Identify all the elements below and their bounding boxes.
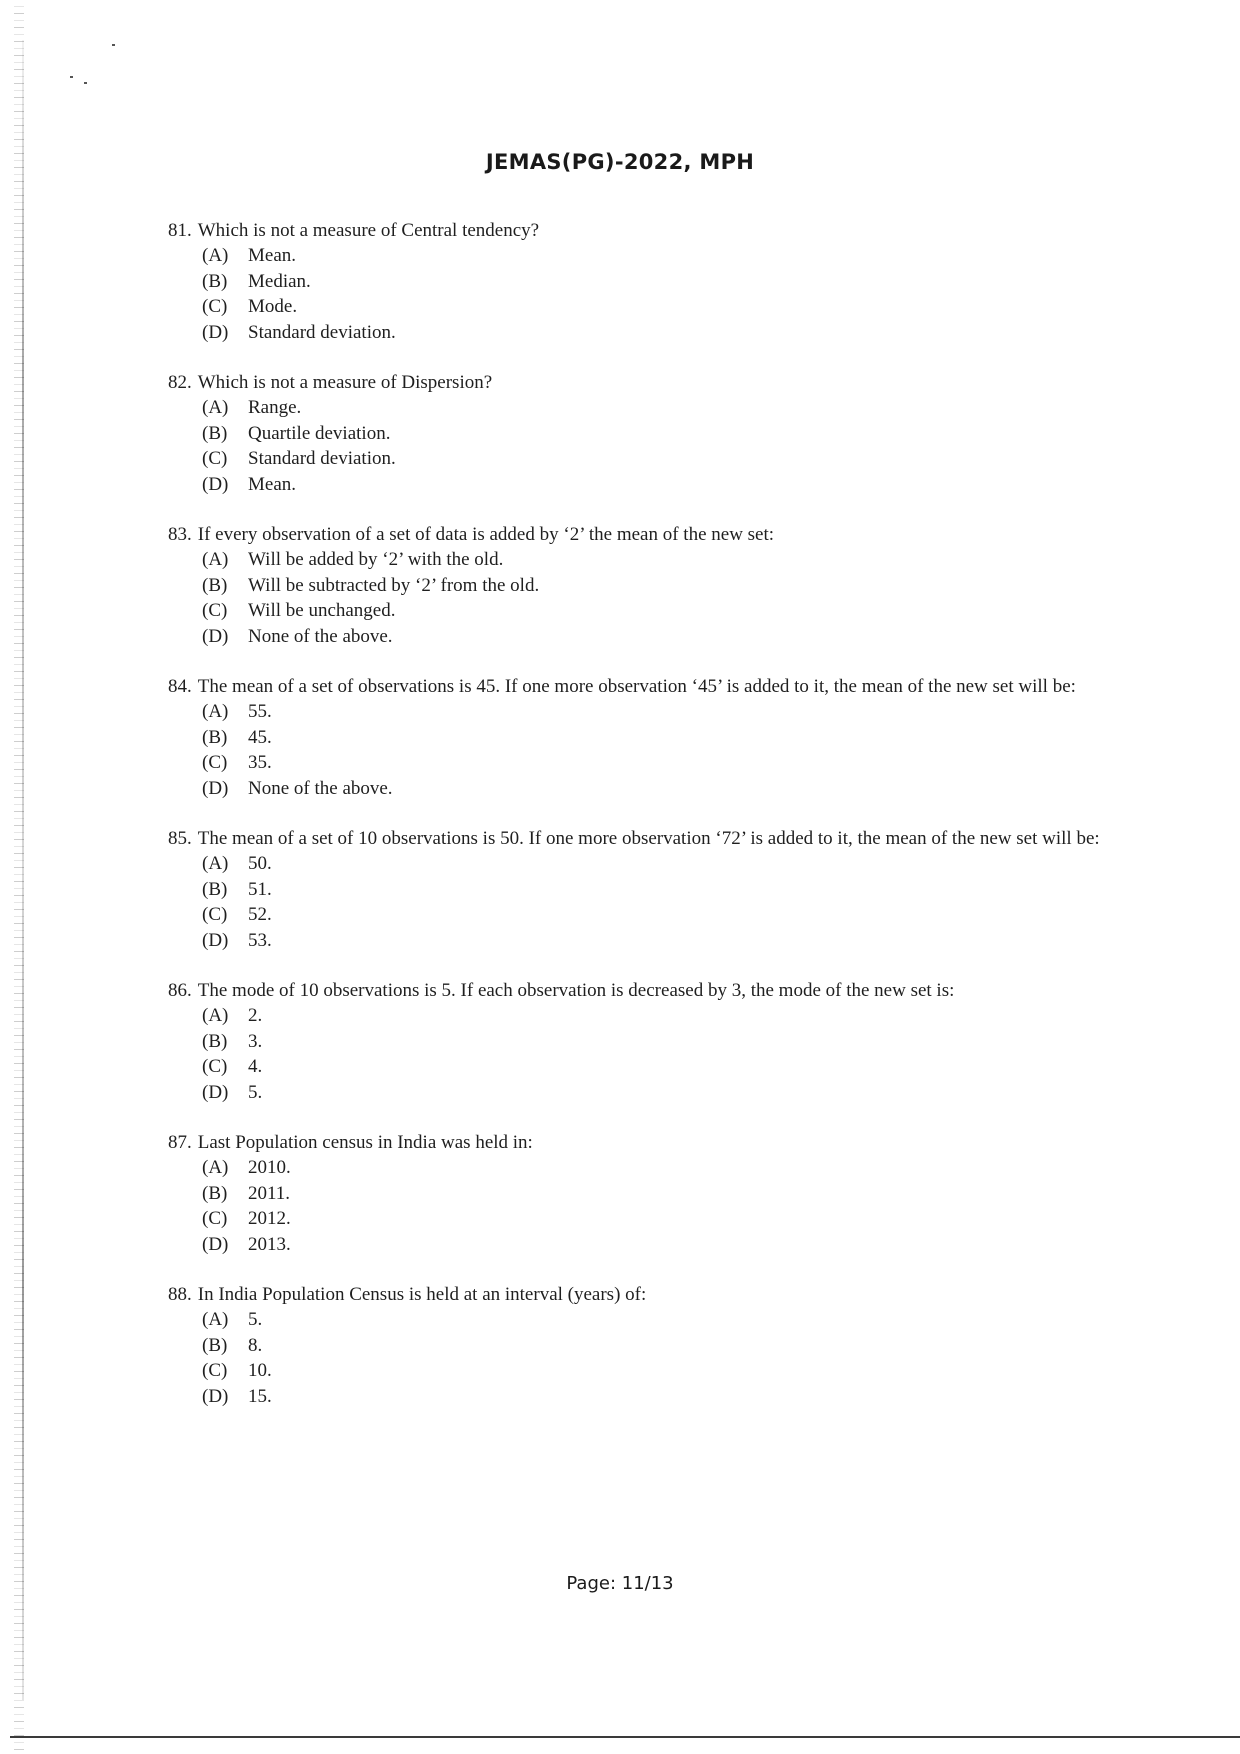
option-label: (A): [202, 701, 229, 722]
option-b: [202, 1181, 1128, 1207]
option-b: [202, 573, 1128, 599]
option-c: [202, 902, 1128, 928]
option-label: (B): [202, 1182, 228, 1204]
option-text: Range.: [248, 397, 302, 418]
option-list: [202, 1155, 1128, 1257]
option-text: None of the above.: [248, 625, 393, 647]
option-label: (C): [202, 1056, 228, 1077]
option-d: [202, 624, 1128, 650]
option-label: (A): [202, 1309, 229, 1330]
option-text: 52.: [248, 904, 272, 925]
option-list: [202, 851, 1128, 953]
option-label: (C): [202, 448, 228, 469]
option-list: [202, 1003, 1128, 1105]
option-label: (A): [202, 397, 229, 418]
option-b: [202, 269, 1128, 295]
option-c: [202, 446, 1128, 472]
option-label: (B): [202, 270, 228, 292]
option-text: 4.: [248, 1056, 263, 1077]
option-d: [202, 1080, 1128, 1106]
option-text: 5.: [248, 1081, 263, 1103]
option-label: (C): [202, 1208, 228, 1229]
option-label: (C): [202, 600, 228, 621]
question-stem: [168, 978, 1128, 1003]
option-a: [202, 1003, 1128, 1029]
option-a: [202, 547, 1128, 573]
option-text: 2.: [248, 1005, 263, 1026]
question-number: 87.: [168, 1132, 192, 1153]
option-d: [202, 928, 1128, 954]
option-text: Mode.: [248, 296, 298, 317]
option-label: (D): [202, 625, 229, 647]
option-a: [202, 243, 1128, 269]
option-d: [202, 1384, 1128, 1410]
option-a: [202, 699, 1128, 725]
option-text: 10.: [248, 1360, 272, 1381]
question-number: 88.: [168, 1284, 192, 1305]
option-text: Quartile deviation.: [248, 422, 391, 444]
question-text: Which is not a measure of Central tendency?: [197, 220, 540, 241]
question-number: 83.: [168, 524, 192, 545]
option-c: [202, 294, 1128, 320]
scan-edge-line: [22, 40, 24, 1700]
option-a: [202, 851, 1128, 877]
question-text: The mode of 10 observations is 5. If each observation is decreased by 3, the mode of the new set is:: [197, 980, 955, 1001]
option-label: (B): [202, 726, 228, 748]
option-text: Will be subtracted by ‘2’ from the old.: [248, 574, 540, 596]
option-text: 2012.: [248, 1208, 291, 1229]
question-text: The mean of a set of observations is 45. If one more observation ‘45’ is added to it, the mean of the new set will be:: [197, 676, 1076, 697]
question-82: [168, 370, 1128, 497]
question-stem: [168, 370, 1128, 395]
option-label: (D): [202, 929, 229, 951]
question-stem: [168, 522, 1128, 547]
scan-speck: [70, 76, 73, 78]
option-text: 5.: [248, 1309, 263, 1330]
question-number: 81.: [168, 220, 192, 241]
option-c: [202, 1206, 1128, 1232]
question-86: [168, 978, 1128, 1105]
question-text: Last Population census in India was held in:: [197, 1132, 533, 1153]
question-81: [168, 218, 1128, 345]
option-label: (A): [202, 549, 229, 570]
option-label: (A): [202, 1005, 229, 1026]
option-label: (D): [202, 321, 229, 343]
option-d: [202, 1232, 1128, 1258]
question-stem: [168, 1282, 1128, 1307]
option-d: [202, 472, 1128, 498]
option-label: (A): [202, 853, 229, 874]
option-label: (A): [202, 1157, 229, 1178]
question-83: [168, 522, 1128, 649]
question-number: 86.: [168, 980, 192, 1001]
question-text: If every observation of a set of data is added by ‘2’ the mean of the new set:: [197, 524, 775, 545]
option-label: (C): [202, 904, 228, 925]
option-b: [202, 725, 1128, 751]
scan-speck: [84, 82, 87, 84]
option-c: [202, 1054, 1128, 1080]
question-text: In India Population Census is held at an interval (years) of:: [197, 1284, 647, 1305]
option-text: 50.: [248, 853, 272, 874]
option-text: 15.: [248, 1385, 272, 1407]
question-number: 82.: [168, 372, 192, 393]
option-text: 2011.: [248, 1182, 291, 1204]
question-stem: [168, 218, 1128, 243]
question-text: Which is not a measure of Dispersion?: [197, 372, 493, 393]
option-d: [202, 776, 1128, 802]
option-label: (C): [202, 1360, 228, 1381]
option-text: Will be unchanged.: [248, 600, 396, 621]
question-stem: [168, 674, 1128, 699]
option-list: [202, 395, 1128, 497]
question-88: [168, 1282, 1128, 1409]
option-list: [202, 243, 1128, 345]
option-text: 45.: [248, 726, 272, 748]
option-text: Standard deviation.: [248, 321, 396, 343]
option-text: Standard deviation.: [248, 448, 396, 469]
question-stem: [168, 826, 1128, 851]
option-a: [202, 1307, 1128, 1333]
option-text: 2010.: [248, 1157, 291, 1178]
option-label: (B): [202, 422, 228, 444]
option-b: [202, 1333, 1128, 1359]
question-text: The mean of a set of 10 observations is 50. If one more observation ‘72’ is added to it, the mean of the new set will be:: [197, 828, 1100, 849]
option-c: [202, 1358, 1128, 1384]
page-number: Page: 11/13: [566, 1573, 674, 1594]
scan-bottom-edge: [10, 1736, 1240, 1738]
option-a: [202, 1155, 1128, 1181]
option-text: 35.: [248, 752, 272, 773]
option-text: Mean.: [248, 473, 297, 495]
option-label: (D): [202, 1081, 229, 1103]
option-b: [202, 877, 1128, 903]
option-text: 55.: [248, 701, 272, 722]
option-label: (C): [202, 752, 228, 773]
option-label: (B): [202, 1334, 228, 1356]
option-list: [202, 1307, 1128, 1409]
question-84: [168, 674, 1128, 801]
option-text: 3.: [248, 1030, 263, 1052]
question-87: [168, 1130, 1128, 1257]
page-title: JEMAS(PG)-2022, MPH: [485, 150, 755, 174]
option-label: (D): [202, 473, 229, 495]
option-label: (D): [202, 1233, 229, 1255]
option-list: [202, 699, 1128, 801]
option-label: (D): [202, 1385, 229, 1407]
option-label: (B): [202, 878, 228, 900]
option-c: [202, 598, 1128, 624]
question-number: 84.: [168, 676, 192, 697]
option-b: [202, 421, 1128, 447]
option-label: (B): [202, 1030, 228, 1052]
option-text: 51.: [248, 878, 272, 900]
option-label: (B): [202, 574, 228, 596]
scan-speck: [112, 44, 115, 46]
option-text: Will be added by ‘2’ with the old.: [248, 549, 504, 570]
option-text: Median.: [248, 270, 311, 292]
option-text: 2013.: [248, 1233, 291, 1255]
option-label: (A): [202, 245, 229, 266]
question-list: [168, 218, 1128, 1434]
option-label: (C): [202, 296, 228, 317]
option-list: [202, 547, 1128, 649]
option-text: None of the above.: [248, 777, 393, 799]
question-85: [168, 826, 1128, 953]
option-label: (D): [202, 777, 229, 799]
option-text: 53.: [248, 929, 272, 951]
option-b: [202, 1029, 1128, 1055]
option-text: Mean.: [248, 245, 297, 266]
option-d: [202, 320, 1128, 346]
question-number: 85.: [168, 828, 192, 849]
question-stem: [168, 1130, 1128, 1155]
option-text: 8.: [248, 1334, 263, 1356]
option-c: [202, 750, 1128, 776]
option-a: [202, 395, 1128, 421]
